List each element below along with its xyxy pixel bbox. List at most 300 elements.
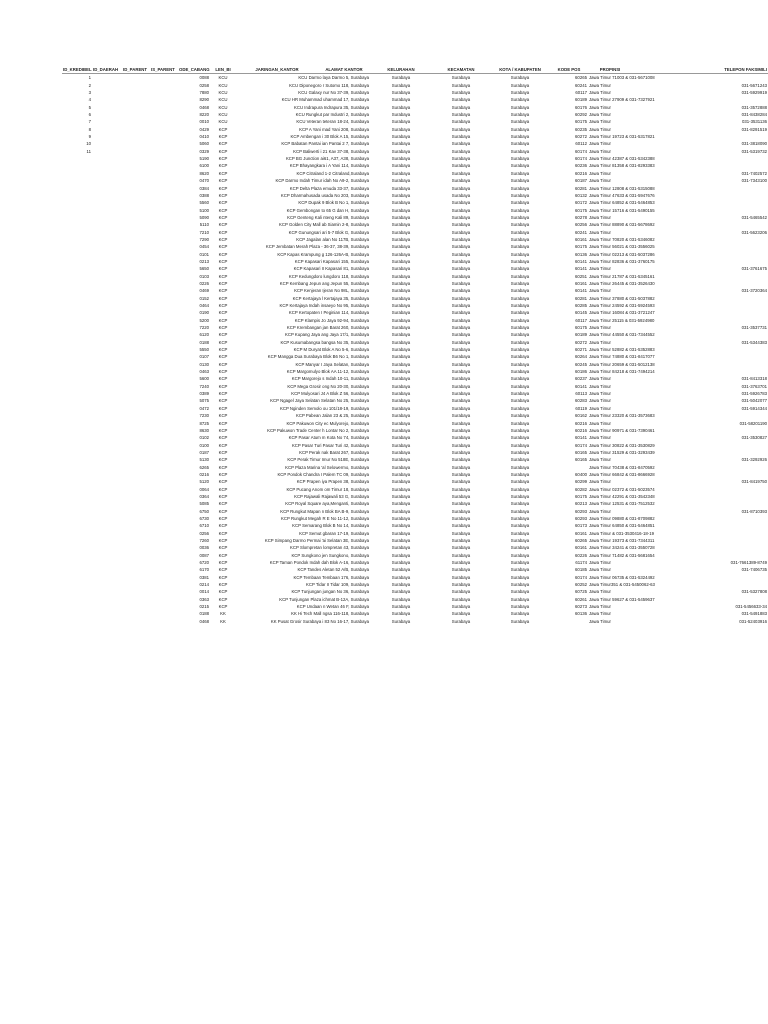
- table-cell: 60141: [575, 435, 587, 441]
- table-cell: 6265: [199, 464, 209, 470]
- table-row: [62, 140, 768, 147]
- table-cell: Surabaya: [451, 244, 471, 250]
- table-cell: [92, 566, 122, 573]
- table-cell: [62, 324, 92, 331]
- table-cell: [92, 368, 122, 375]
- table-cell: [122, 368, 150, 375]
- table-cell: Surabaya: [391, 163, 411, 169]
- table-row: [62, 243, 768, 250]
- table-cell: [150, 530, 178, 537]
- table-cell: Surabaya: [391, 427, 411, 433]
- table-cell: Surabaya: [451, 266, 471, 272]
- table-cell: [150, 368, 178, 375]
- column-header: LEN_BI: [210, 66, 236, 74]
- table-cell: Surabaya: [451, 530, 471, 536]
- table-cell: 60141: [575, 266, 587, 272]
- table-cell: 031-3292926: [741, 457, 767, 463]
- table-cell: [92, 500, 122, 507]
- table-cell: [122, 126, 150, 133]
- table-cell: [92, 339, 122, 346]
- table-cell: [122, 412, 150, 419]
- table-cell: 031-3761675: [741, 266, 767, 272]
- table-cell: [62, 566, 92, 573]
- table-cell: [122, 339, 150, 346]
- table-cell: Jawa Timur: [589, 339, 611, 345]
- table-cell: Jawa Timur 27909 & 031-7327921: [589, 97, 655, 103]
- table-cell: Surabaya: [391, 273, 411, 279]
- table-cell: 60261: [575, 596, 587, 602]
- table-cell: KCP: [218, 134, 228, 140]
- table-cell: [92, 397, 122, 404]
- table-cell: [150, 493, 178, 500]
- table-cell: KCP: [218, 317, 228, 323]
- table-cell: KCP Plaza Marina 'al Selowermo, Surabaya: [285, 464, 369, 470]
- table-cell: KCP Jembatan Merah Plaza - 36-37, 38-39, Surabaya: [265, 244, 369, 250]
- table-cell: Surabaya: [451, 604, 471, 610]
- table-cell: [62, 493, 92, 500]
- table-cell: KK: [220, 618, 226, 624]
- table-cell: Surabaya: [451, 398, 471, 404]
- table-cell: 0213: [199, 258, 209, 264]
- table-cell: 0010: [199, 119, 209, 125]
- table-row: [62, 537, 768, 544]
- table-cell: [150, 280, 178, 287]
- table-row: [62, 456, 768, 463]
- table-row: [62, 317, 768, 324]
- table-cell: KCU Veteran teteran 18-24, Surabaya: [296, 119, 369, 125]
- table-cell: KCP Margomulyo Blok AA 11-12, Surabaya: [286, 369, 369, 375]
- table-cell: 60400: [575, 471, 587, 477]
- table-cell: 60161: [575, 530, 587, 536]
- table-cell: [62, 397, 92, 404]
- table-cell: KCP: [218, 280, 228, 286]
- table-cell: Surabaya: [451, 479, 471, 485]
- table-cell: 60272: [575, 339, 587, 345]
- table-cell: 0130: [199, 361, 209, 367]
- table-row: [62, 192, 768, 199]
- table-cell: [150, 361, 178, 368]
- table-cell: 60252: [575, 582, 587, 588]
- table-cell: 10: [86, 141, 91, 147]
- table-cell: Surabaya: [510, 222, 530, 228]
- table-cell: Surabaya: [510, 413, 530, 419]
- table-cell: KCP: [218, 545, 228, 551]
- table-cell: [122, 353, 150, 360]
- table-cell: Jawa Timur 74880 & 031-8417077: [589, 354, 655, 360]
- table-cell: Surabaya: [451, 207, 471, 213]
- column-header: ID_KREDIBEL: [63, 67, 92, 72]
- table-cell: Jawa Timur 84218 & 031-7494214: [589, 369, 655, 375]
- table-cell: Surabaya: [391, 280, 411, 286]
- table-cell: Surabaya: [451, 258, 471, 264]
- table-cell: 60281: [575, 295, 587, 301]
- table-cell: [150, 588, 178, 595]
- table-cell: 7260: [199, 538, 209, 543]
- table-cell: 5200: [199, 317, 209, 323]
- table-cell: Surabaya: [391, 420, 411, 426]
- table-cell: Surabaya: [451, 574, 471, 580]
- table-cell: Surabaya: [510, 442, 530, 448]
- table-cell: KCP: [218, 508, 228, 514]
- table-cell: [92, 471, 122, 478]
- table-cell: Surabaya: [391, 156, 411, 162]
- table-cell: 60172: [575, 200, 587, 206]
- table-cell: KCP Tembaan Tembaan 176, Surabaya: [293, 574, 369, 580]
- table-cell: [150, 82, 178, 89]
- table-cell: KCU Galaxy nur No 37-39, Surabaya: [298, 90, 369, 96]
- table-cell: Surabaya: [391, 589, 411, 595]
- table-cell: [122, 544, 150, 551]
- table-cell: Surabaya: [391, 75, 411, 81]
- table-cell: KCP Slompretan lompretan 43, Surabaya: [290, 545, 369, 551]
- table-cell: Surabaya: [510, 596, 530, 602]
- table-cell: [92, 133, 122, 140]
- table-cell: 60189: [575, 332, 587, 338]
- table-cell: Surabaya: [510, 567, 530, 573]
- table-cell: [150, 405, 178, 412]
- table-cell: Surabaya: [451, 200, 471, 206]
- table-cell: Jawa Timur: [589, 170, 611, 176]
- table-cell: Surabaya: [451, 611, 471, 617]
- table-cell: [122, 258, 150, 265]
- table-cell: KCP: [218, 398, 228, 404]
- table-cell: 0088: [199, 75, 209, 81]
- table-cell: [62, 574, 92, 581]
- table-row: [62, 324, 768, 331]
- table-cell: Surabaya: [451, 156, 471, 162]
- table-row: [62, 375, 768, 382]
- table-cell: Surabaya: [451, 493, 471, 499]
- table-cell: [92, 412, 122, 419]
- table-cell: 0216: [199, 471, 209, 477]
- table-cell: Surabaya: [510, 611, 530, 617]
- table-cell: 60187: [575, 178, 587, 184]
- table-cell: [92, 559, 122, 566]
- table-cell: KCP Tunjungan jungan No 36, Surabaya: [291, 589, 369, 595]
- table-cell: 60132: [575, 192, 587, 198]
- table-cell: Surabaya: [391, 90, 411, 96]
- table-cell: 60185: [575, 567, 587, 573]
- table-cell: [62, 309, 92, 316]
- table-cell: 60174: [575, 156, 587, 162]
- table-cell: Surabaya: [391, 442, 411, 448]
- table-cell: Surabaya: [451, 141, 471, 147]
- table-cell: [92, 74, 122, 82]
- table-cell: [62, 420, 92, 427]
- table-cell: KCP: [218, 244, 228, 250]
- table-cell: Jawa Timur 44550 & 031-7344552: [589, 332, 655, 338]
- table-cell: 60265: [575, 75, 587, 81]
- table-cell: Surabaya: [510, 148, 530, 154]
- table-cell: Surabaya: [451, 413, 471, 419]
- table-cell: [122, 442, 150, 449]
- table-cell: 0472: [199, 405, 209, 411]
- table-cell: [122, 596, 150, 603]
- table-cell: 031-5623206: [741, 229, 767, 235]
- table-cell: 60293: [575, 515, 587, 521]
- table-cell: Jawa Timur 71482 & 031-5681654: [589, 552, 655, 558]
- table-cell: KCP Kupang Jaya ang Jaya 17/1, Surabaya: [284, 332, 369, 338]
- table-cell: [92, 456, 122, 463]
- table-cell: KCP: [218, 420, 228, 426]
- table-cell: [92, 111, 122, 118]
- table-cell: [92, 214, 122, 221]
- table-cell: Surabaya: [391, 486, 411, 492]
- column-header: PROPINSI: [588, 66, 632, 74]
- table-cell: [122, 295, 150, 302]
- table-cell: Jawa Timur 19723 & 031-5317821: [589, 134, 655, 140]
- table-cell: KCP Pakuwon Trade Center h Lontar No 2, Surabaya: [267, 427, 369, 433]
- table-cell: [122, 383, 150, 390]
- table-cell: Surabaya: [451, 236, 471, 242]
- table-cell: KCP: [218, 192, 228, 198]
- table-row: [62, 442, 768, 449]
- table-cell: [92, 493, 122, 500]
- table-cell: KCP Semut gbaran 17-19, Surabaya: [299, 530, 369, 536]
- table-cell: 031-7661389-8749: [730, 560, 767, 566]
- table-cell: [92, 177, 122, 184]
- table-row: [62, 390, 768, 397]
- table-cell: Surabaya: [510, 119, 530, 125]
- table-cell: Surabaya: [451, 332, 471, 338]
- table-cell: [92, 537, 122, 544]
- table-cell: 0429: [199, 126, 209, 132]
- table-cell: Surabaya: [510, 347, 530, 353]
- table-cell: Surabaya: [391, 523, 411, 529]
- table-cell: KCP Pasar Turi Pasar Turi 42, Surabaya: [291, 442, 369, 448]
- table-cell: KCP: [218, 347, 228, 353]
- table-cell: Surabaya: [510, 589, 530, 595]
- table-cell: [122, 265, 150, 272]
- table-cell: [122, 434, 150, 441]
- table-cell: KCP Kertajaya Indah insaeyo No 95, Surabaya: [279, 303, 369, 308]
- table-cell: 5085: [199, 501, 209, 507]
- table-cell: 60174: [575, 574, 587, 580]
- table-cell: 0107: [199, 354, 209, 360]
- table-cell: [92, 478, 122, 485]
- table-cell: Surabaya: [451, 347, 471, 353]
- table-cell: [92, 243, 122, 250]
- table-cell: KCP: [218, 582, 228, 588]
- table-cell: 60174: [575, 442, 587, 448]
- table-row: [62, 221, 768, 228]
- table-cell: 0389: [199, 391, 209, 397]
- table-cell: KCP Bhayangkara i A Yani 114, Surabaya: [289, 163, 369, 169]
- table-cell: Surabaya: [510, 560, 530, 566]
- table-cell: Jawa Timur: [589, 611, 611, 617]
- table-cell: [92, 96, 122, 103]
- table-cell: [150, 574, 178, 581]
- table-cell: [62, 522, 92, 529]
- table-cell: [92, 126, 122, 133]
- table-cell: [150, 486, 178, 493]
- table-cell: [62, 618, 92, 625]
- table-cell: Jawa Timur 02372 & 031-5023574: [589, 486, 655, 492]
- table-cell: KCP Simpang Darmo Permai 'ai Selatan 3E, Surabaya: [264, 538, 369, 543]
- table-cell: [62, 339, 92, 346]
- table-cell: 60117: [575, 317, 587, 323]
- table-cell: [122, 471, 150, 478]
- table-cell: 031-3763701: [741, 383, 767, 389]
- table-cell: Surabaya: [451, 229, 471, 235]
- table-cell: KCP Tandes Aletan 52 A/B, Surabaya: [297, 567, 369, 573]
- table-cell: Jawa Timur: [589, 90, 611, 96]
- table-cell: 031-5456633-34: [735, 604, 767, 610]
- table-cell: 6750: [199, 508, 209, 514]
- table-cell: Jawa Timur 24592 & 031-5924593: [589, 303, 655, 308]
- table-cell: Surabaya: [510, 582, 530, 588]
- branch-office-table: [62, 66, 768, 625]
- table-cell: Surabaya: [451, 508, 471, 514]
- table-cell: [122, 280, 150, 287]
- table-cell: 0469: [199, 288, 209, 294]
- table-cell: Surabaya: [391, 200, 411, 206]
- table-cell: [150, 89, 178, 96]
- table-cell: Surabaya: [391, 538, 411, 543]
- table-cell: Surabaya: [510, 486, 530, 492]
- table-cell: Jawa Timur: [589, 119, 611, 125]
- table-cell: [92, 148, 122, 155]
- table-cell: Surabaya: [510, 258, 530, 264]
- table-cell: KCP Darmo Indah Timur idah No A9-2, Surabaya: [275, 178, 369, 184]
- table-cell: Surabaya: [391, 112, 411, 118]
- table-row: [62, 170, 768, 177]
- table-cell: KCP Royal Square aya,Menganti, Surabaya: [285, 501, 369, 507]
- table-cell: Surabaya: [510, 310, 530, 316]
- table-cell: Surabaya: [510, 141, 530, 147]
- table-cell: [62, 353, 92, 360]
- table-cell: [122, 478, 150, 485]
- table-cell: 8725: [199, 420, 209, 426]
- table-cell: [150, 111, 178, 118]
- table-cell: [150, 397, 178, 404]
- column-header: KELURAHAN: [370, 66, 432, 74]
- table-cell: 031-5929919: [741, 90, 767, 96]
- table-cell: Surabaya: [391, 361, 411, 367]
- table-cell: [92, 185, 122, 192]
- table-row: [62, 552, 768, 559]
- table-cell: KCP: [218, 376, 228, 382]
- table-cell: [122, 273, 150, 280]
- table-cell: 7: [88, 119, 91, 125]
- table-cell: [150, 390, 178, 397]
- table-cell: Jawa Timur 31529 & 031-3293439: [589, 449, 655, 455]
- table-cell: [122, 207, 150, 214]
- table-cell: Jawa Timur: [589, 604, 611, 610]
- table-cell: KCU HR Muhammad uhammad 17, Surabaya: [281, 97, 369, 103]
- table-cell: KCP: [218, 391, 228, 397]
- table-cell: KCP: [218, 457, 228, 463]
- table-cell: 60175: [575, 325, 587, 331]
- table-row: [62, 471, 768, 478]
- table-cell: Surabaya: [510, 112, 530, 118]
- table-cell: KCP: [218, 200, 228, 206]
- table-cell: 60293: [575, 508, 587, 514]
- table-cell: KCP Dupak 9 Blok B No 1, Surabaya: [298, 200, 369, 206]
- table-cell: [122, 118, 150, 125]
- table-cell: 8620: [199, 170, 209, 176]
- table-cell: Jawa Timur: [589, 560, 611, 566]
- table-cell: KCP Jagalan alan No 117B, Surabaya: [296, 236, 369, 242]
- table-cell: [92, 162, 122, 169]
- table-cell: Surabaya: [391, 413, 411, 419]
- table-cell: Surabaya: [510, 244, 530, 250]
- table-cell: Jawa Timur 52882 & 031-5352883: [589, 347, 655, 353]
- table-cell: [122, 177, 150, 184]
- table-cell: [122, 331, 150, 338]
- table-cell: [62, 243, 92, 250]
- table-cell: Surabaya: [391, 214, 411, 220]
- table-cell: [92, 434, 122, 441]
- table-cell: 5550: [199, 347, 209, 353]
- table-cell: [122, 464, 150, 471]
- table-cell: KCP: [218, 486, 228, 492]
- table-cell: Surabaya: [391, 347, 411, 353]
- table-cell: KK: [220, 611, 226, 617]
- table-cell: Surabaya: [510, 317, 530, 323]
- table-cell: KCP: [218, 405, 228, 411]
- table-cell: 9: [88, 134, 91, 140]
- table-cell: [122, 199, 150, 206]
- table-cell: [150, 192, 178, 199]
- table-cell: Surabaya: [451, 97, 471, 103]
- table-cell: 1: [88, 75, 91, 81]
- table-cell: Surabaya: [510, 192, 530, 198]
- table-cell: 60161: [575, 545, 587, 551]
- table-cell: 031-5319732: [741, 148, 767, 154]
- table-cell: KCP: [218, 251, 228, 257]
- table-cell: [150, 295, 178, 302]
- table-cell: [92, 390, 122, 397]
- table-cell: [122, 155, 150, 162]
- table-cell: KCP: [218, 266, 228, 272]
- table-cell: 60141: [575, 288, 587, 294]
- table-cell: [122, 537, 150, 544]
- table-cell: 60256: [575, 222, 587, 228]
- table-cell: [92, 82, 122, 89]
- table-cell: Jawa Timur: [589, 405, 611, 411]
- table-cell: [92, 229, 122, 236]
- table-cell: KCP Pucang Anom om Timur 18, Surabaya: [286, 486, 369, 492]
- table-cell: [150, 162, 178, 169]
- table-cell: Surabaya: [391, 229, 411, 235]
- table-cell: Surabaya: [510, 178, 530, 184]
- table-cell: [92, 427, 122, 434]
- table-row: [62, 339, 768, 346]
- table-cell: 6: [88, 112, 91, 118]
- table-row: [62, 280, 768, 287]
- table-cell: 6120: [199, 332, 209, 338]
- table-cell: Surabaya: [451, 420, 471, 426]
- table-cell: Surabaya: [451, 112, 471, 118]
- table-cell: [122, 397, 150, 404]
- table-cell: KCP: [218, 148, 228, 154]
- table-cell: KCP: [218, 185, 228, 191]
- table-cell: 8290: [199, 97, 209, 103]
- table-cell: 60175: [575, 244, 587, 250]
- table-cell: KCP Kembang Jepun ang Jepun 55, Surabaya: [279, 280, 369, 286]
- table-cell: [92, 118, 122, 125]
- table-cell: [62, 412, 92, 419]
- table-cell: [150, 324, 178, 331]
- table-cell: KCP: [218, 560, 228, 566]
- table-cell: 8630: [199, 427, 209, 433]
- table-cell: 60281: [575, 185, 587, 191]
- table-cell: [122, 456, 150, 463]
- table-cell: [92, 522, 122, 529]
- table-cell: KCP A Yani mad Yani 208, Surabaya: [299, 126, 369, 132]
- table-cell: Surabaya: [391, 376, 411, 382]
